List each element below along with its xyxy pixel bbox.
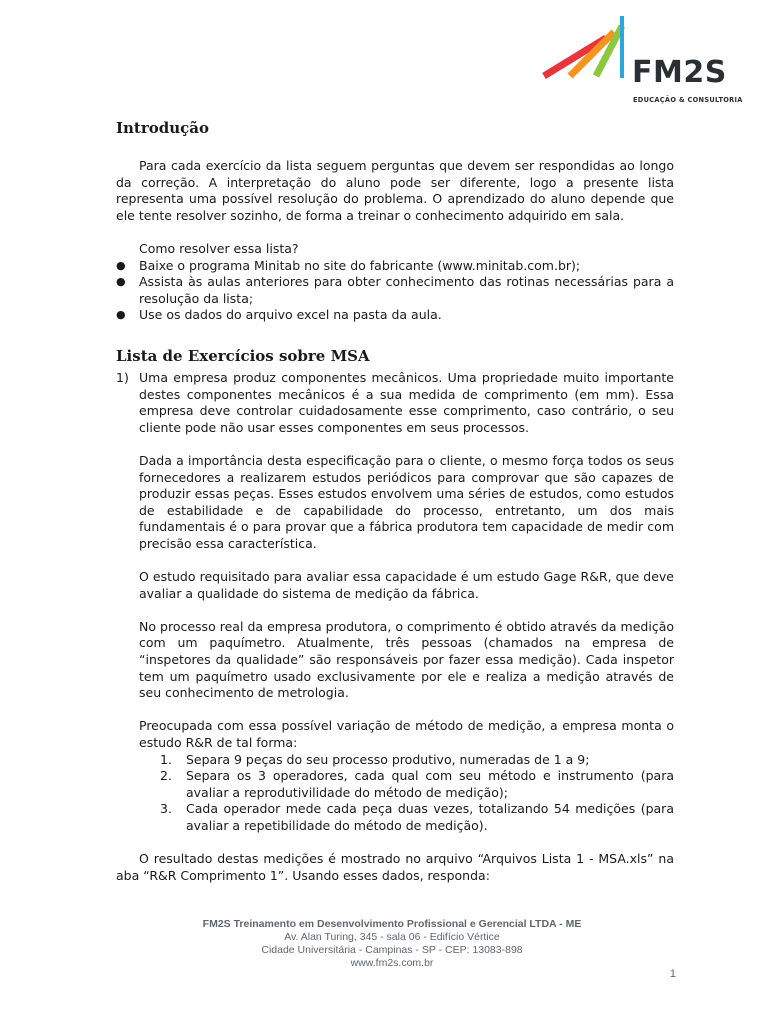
page-number: 1 <box>669 968 676 980</box>
logo-tagline: EDUCAÇÃO & CONSULTORIA <box>633 96 743 104</box>
footer-website: www.fm2s.com.br <box>350 957 434 969</box>
main-content <box>116 118 674 884</box>
logo-stripes-icon <box>540 14 632 94</box>
fm2s-logo <box>540 14 752 104</box>
q1-paragraph-1: Uma empresa produz componentes mecânicos. Uma propriedade muito importante destes componentes mecânicos é a sua medida de comprimento (em mm). Essa empresa deve controlar cuidadosamente esse comprimento, caso contrário, o seu cliente pode não usar esses componentes em seus processos. <box>139 369 674 435</box>
logo-wordmark: FM2S <box>632 55 727 90</box>
instruction-list <box>116 258 674 324</box>
how-to-label: Como resolver essa lista? <box>139 240 299 256</box>
q1-paragraph-3: O estudo requisitado para avaliar essa capacidade é um estudo Gage R&R, que deve avaliar a qualidade do sistema de medição da fábrica. <box>139 569 674 601</box>
footer-address-2: Cidade Universitária - Campinas - SP - CEP: 13083-898 <box>261 944 523 956</box>
bullet-icon: ● <box>116 258 126 272</box>
question-1 <box>116 370 674 835</box>
q1-paragraph-4: No processo real da empresa produtora, o comprimento é obtido através da medição com um paquímetro. Atualmente, três pessoas (chamados na empresa de “inspetores da qualidade” são responsáveis por fazer essa medição). Cada inspetor tem um paquímetro usado exclusivamente por ele e realiza a medição através de seu conhecimento de metrologia. <box>139 618 674 701</box>
question-number: 1) <box>116 369 129 385</box>
study-steps-list <box>139 752 674 835</box>
list-item: 3. Cada operador mede cada peça duas vezes, totalizando 54 medições (para avaliar a repetibilidade do método de medição). <box>160 801 674 833</box>
list-item: ● Assista às aulas anteriores para obter conhecimento das rotinas necessárias para a resolução da lista; <box>116 274 674 306</box>
q1-paragraph-5: Preocupada com essa possível variação de método de medição, a empresa monta o estudo R&R de tal forma: <box>139 718 674 750</box>
intro-heading: Introdução <box>116 119 210 137</box>
page-footer <box>0 918 768 970</box>
intro-paragraph: Para cada exercício da lista seguem perguntas que devem ser respondidas ao longo da correção. A interpretação do aluno pode ser diferente, logo a presente lista representa uma possível resolução do problema. O aprendizado do aluno depende que ele tente resolver sozinho, de forma a treinar o conhecimento adquirido em sala. <box>116 158 674 223</box>
bullet-icon: ● <box>116 275 126 289</box>
list-item: ● Use os dados do arquivo excel na pasta da aula. <box>116 307 442 323</box>
list-item: ● Baixe o programa Minitab no site do fabricante (www.minitab.com.br); <box>116 257 581 273</box>
footer-address-1: Av. Alan Turing, 345 - sala 06 - Edifício Vértice <box>284 931 500 943</box>
q1-paragraph-2: Dada a importância desta especificação para o cliente, o mesmo força todos os seus fornecedores a realizarem estudos periódicos para comprovar que são capazes de produzir essas peças. Esses estudos envolvem uma séries de estudos, como estudos de estabilidade e de capabilidade do processo, entretanto, um dos mais fundamentais é o para provar que a fábrica produtora tem capacidade de medir com precisão essa característica. <box>139 452 674 551</box>
list-item: 1. Separa 9 peças do seu processo produtivo, numeradas de 1 a 9; <box>160 751 590 767</box>
exercises-heading: Lista de Exercícios sobre MSA <box>116 346 370 365</box>
footer-company: FM2S Treinamento em Desenvolvimento Profissional e Gerencial LTDA - ME <box>202 918 582 930</box>
bullet-icon: ● <box>116 308 126 322</box>
closing-paragraph: O resultado destas medições é mostrado no arquivo “Arquivos Lista 1 - MSA.xls” na aba “R&R Comprimento 1”. Usando esses dados, responda: <box>116 851 674 883</box>
list-item: 2. Separa os 3 operadores, cada qual com seu método e instrumento (para avaliar a reprodutivilidade do método de medição); <box>160 768 674 800</box>
